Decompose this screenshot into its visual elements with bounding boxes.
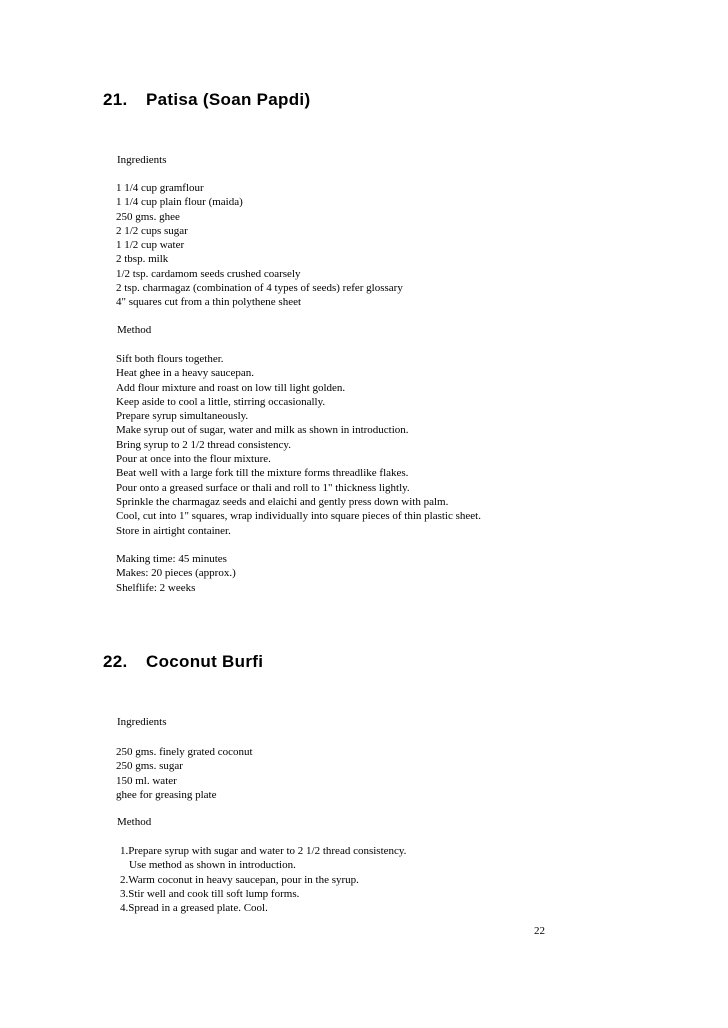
page-number: 22 (534, 925, 545, 937)
method-step: 1.Prepare syrup with sugar and water to 2 1/2 thread consistency. (120, 845, 407, 857)
method-step: Sprinkle the charmagaz seeds and elaichi and gently press down with palm. (116, 495, 449, 508)
method-step: Make syrup out of sugar, water and milk as shown in introduction. (116, 424, 409, 437)
ingredient-item: 250 gms. finely grated coconut (116, 746, 253, 758)
recipe-number: 22. (103, 652, 128, 671)
ingredients-list (116, 745, 253, 802)
method-step: 4.Spread in a greased plate. Cool. (120, 902, 268, 915)
ingredient-item: 1 1/4 cup plain flour (maida) (116, 196, 243, 209)
yield: Makes: 20 pieces (approx.) (116, 567, 236, 580)
method-step: Prepare syrup simultaneously. (116, 410, 249, 423)
method-step: Pour at once into the flour mixture. (116, 453, 271, 466)
method-step: Keep aside to cool a little, stirring occasionally. (116, 395, 326, 408)
method-step: Add flour mixture and roast on low till light golden. (116, 381, 346, 394)
recipe-22-title (103, 652, 263, 672)
method-step: Sift both flours together. (116, 353, 224, 365)
recipe-name: Coconut Burfi (146, 652, 264, 671)
recipe-number: 21. (103, 90, 128, 109)
method-step: Heat ghee in a heavy saucepan. (116, 367, 255, 380)
method-step: Bring syrup to 2 1/2 thread consistency. (116, 438, 291, 451)
ingredient-item: 1/2 tsp. cardamom seeds crushed coarsely (116, 267, 301, 280)
ingredient-item: 250 gms. sugar (116, 760, 183, 773)
shelflife: Shelflife: 2 weeks (116, 581, 196, 594)
recipe-21-title (103, 90, 310, 110)
method-step: Beat well with a large fork till the mixture forms threadlike flakes. (116, 467, 409, 480)
ingredient-item: 4" squares cut from a thin polythene sheet (116, 296, 302, 309)
method-step: 3.Stir well and cook till soft lump forms. (120, 887, 300, 900)
ingredient-item: 2 1/2 cups sugar (116, 224, 188, 237)
ingredient-item: 2 tsp. charmagaz (combination of 4 types of seeds) refer glossary (116, 282, 403, 295)
ingredient-item: 1 1/2 cup water (116, 239, 185, 252)
making-time: Making time: 45 minutes (116, 553, 227, 565)
method-step: Store in airtight container. (116, 524, 231, 537)
ingredient-item: 150 ml. water (116, 774, 177, 787)
ingredient-item: ghee for greasing plate (116, 788, 217, 801)
method-step: 2.Warm coconut in heavy saucepan, pour in the syrup. (120, 873, 359, 886)
ingredient-item: 2 tbsp. milk (116, 253, 169, 266)
recipe-info (116, 552, 236, 595)
method-heading: Method (117, 324, 152, 336)
ingredients-heading: Ingredients (117, 154, 167, 166)
method-step: Cool, cut into 1" squares, wrap individually into square pieces of thin plastic sheet. (116, 510, 481, 523)
ingredients-list (116, 181, 403, 310)
method-heading: Method (117, 816, 152, 828)
ingredient-item: 1 1/4 cup gramflour (116, 182, 204, 194)
recipe-name: Patisa (Soan Papdi) (146, 90, 311, 109)
ingredients-heading: Ingredients (117, 716, 167, 728)
method-step: Use method as shown in introduction. (129, 859, 296, 872)
method-steps (120, 844, 406, 915)
ingredient-item: 250 gms. ghee (116, 210, 180, 223)
method-step: Pour onto a greased surface or thali and roll to 1" thickness lightly. (116, 481, 410, 494)
method-steps (116, 352, 481, 538)
